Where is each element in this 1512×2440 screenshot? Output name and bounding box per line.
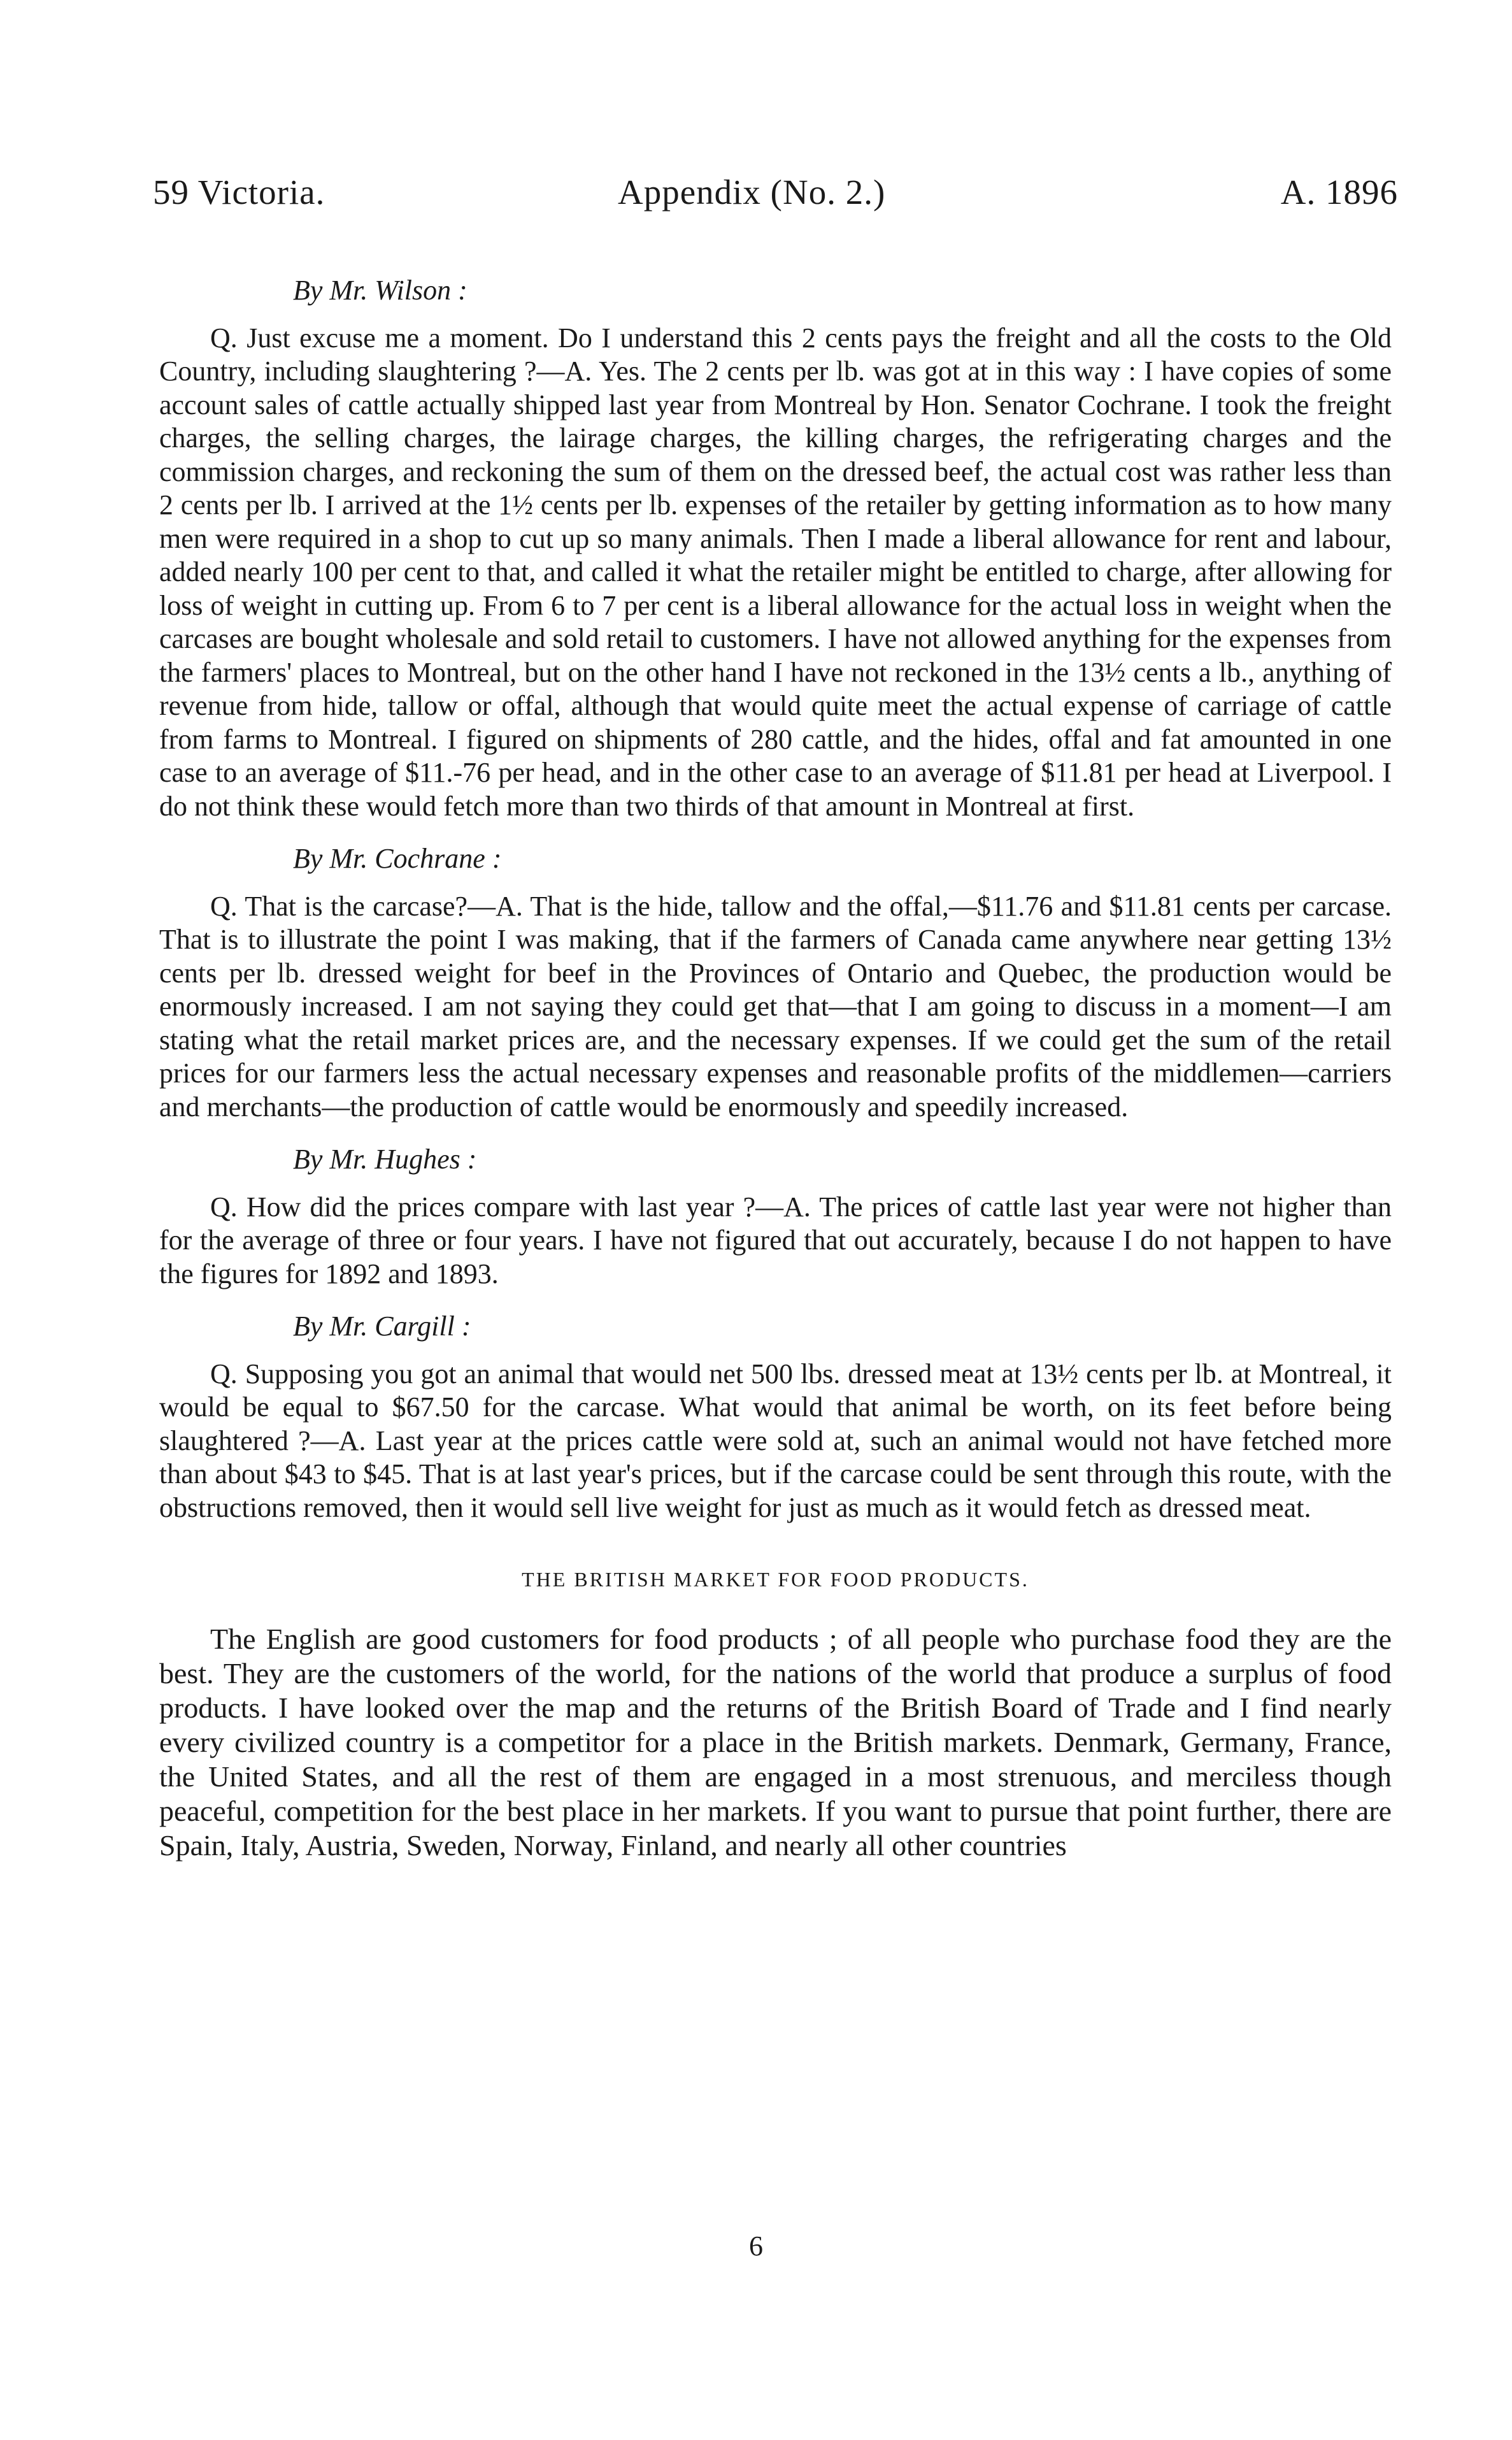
speaker-wilson: By Mr. Wilson : <box>293 275 467 306</box>
speaker-hughes: By Mr. Hughes : <box>293 1144 477 1175</box>
speaker-cargill: By Mr. Cargill : <box>293 1310 471 1342</box>
running-header <box>153 172 1398 223</box>
header-volume: 59 Victoria. <box>153 173 325 212</box>
section-heading: THE BRITISH MARKET FOR FOOD PRODUCTS. <box>522 1568 1029 1591</box>
paragraph-cargill-answer: Q. Supposing you got an animal that would net 500 lbs. dressed meat at 13½ cents per lb. at Montreal, it would be equal to $67.50 for the carcase. What would that animal be worth, on its feet before being slaughtered ?—A. Last year at the prices cattle were sold at, such an animal would not have fetched more than about $43 to $45. That is at last year's prices, but if the carcase could be sent through this route, with the obstructions removed, then it would sell live weight for just as much as it would fetch as dressed meat. <box>159 1358 1392 1523</box>
paragraph-hughes-answer: Q. How did the prices compare with last year ?—A. The prices of cattle last year were not higher than for the average of three or four years. I have not figured that out accurately, because I do not happen to have the figures for 1892 and 1893. <box>159 1191 1392 1289</box>
header-appendix: Appendix (No. 2.) <box>618 173 886 212</box>
header-year: A. 1896 <box>1280 173 1398 212</box>
page-number: 6 <box>749 2230 763 2262</box>
body-text <box>159 274 1392 1882</box>
speaker-cochrane: By Mr. Cochrane : <box>293 843 502 874</box>
paragraph-british-market: The English are good customers for food products ; of all people who purchase food they are the best. They are the customers of the world, for the nations of the world that produce a surplus of food products. I have looked over the map and the returns of the British Board of Trade and I find nearly every civilized country is a competitor for a place in the British markets. Denmark, Germany, France, the United States, and all the rest of them are engaged in a most strenuous, and merciless though peaceful, competition for the best place in her markets. If you want to pursue that point further, there are Spain, Italy, Austria, Sweden, Norway, Finland, and nearly all other countries <box>159 1622 1392 1862</box>
paragraph-wilson-answer: Q. Just excuse me a moment. Do I understand this 2 cents pays the freight and all the costs to the Old Country, including slaughtering ?—A. Yes. The 2 cents per lb. was got at in this way : I have copies of some account sales of cattle actually shipped last year from Montreal by Hon. Senator Cochrane. I took the freight charges, the selling charges, the lairage charges, the killing charges, the refrigerating charges and the commission charges, and reckoning the sum of them on the dressed beef, the actual cost was rather less than 2 cents per lb. I arrived at the 1½ cents per lb. expenses of the retailer by getting information as to how many men were required in a shop to cut up so many animals. Then I made a liberal allowance for rent and labour, added nearly 100 per cent to that, and called it what the retailer might be entitled to charge, after allowing for loss of weight in cutting up. From 6 to 7 per cent is a liberal allowance for the actual loss in weight when the carcases are bought wholesale and sold retail to customers. I have not allowed anything for the expenses from the farmers' places to Montreal, but on the other hand I have not reckoned in the 13½ cents a lb., anything of revenue from hide, tallow or offal, although that would quite meet the actual expense of carriage of cattle from farms to Montreal. I figured on shipments of 280 cattle, and the hides, offal and fat amounted in one case to an average of $11.-76 per head, and in the other case to an average of $11.81 per head at Liverpool. I do not think these would fetch more than two thirds of that amount in Montreal at first. <box>159 322 1392 822</box>
paragraph-cochrane-answer: Q. That is the carcase?—A. That is the hide, tallow and the offal,—$11.76 and $11.81 cents per carcase. That is to illustrate the point I was making, that if the farmers of Canada came anywhere near getting 13½ cents per lb. dressed weight for beef in the Provinces of Ontario and Quebec, the production would be enormously increased. I am not saying they could get that—that I am going to discuss in a moment—I am stating what the retail market prices are, and the necessary expenses. If we could get the sum of the retail prices for our farmers less the actual necessary expenses and reasonable profits of the middlemen—carriers and merchants—the production of cattle would be enormously and speedily increased. <box>159 890 1392 1123</box>
